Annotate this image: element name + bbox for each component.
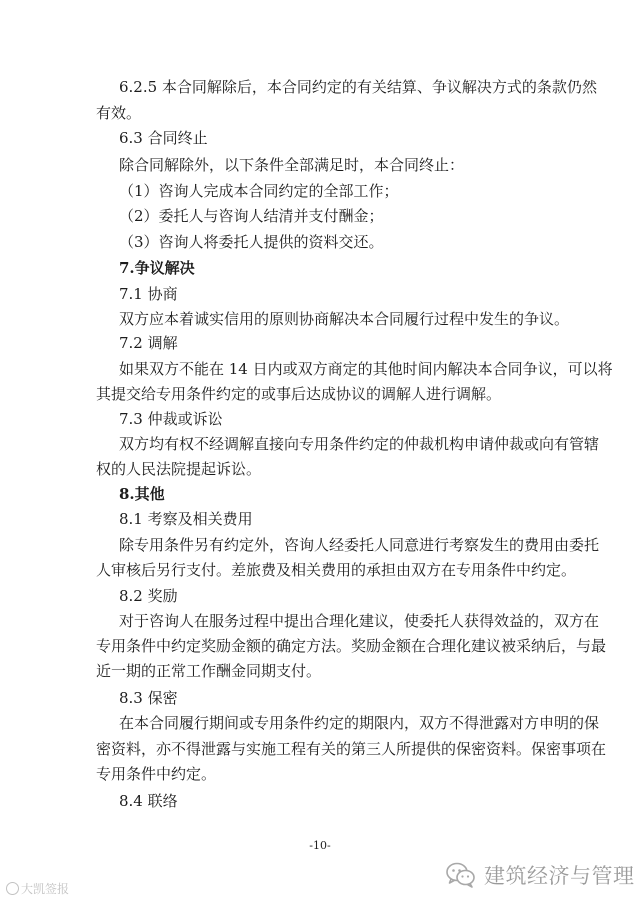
heading-8-2: 8.2 奖励 — [119, 587, 178, 605]
paragraph-7-1: 双方应本着诚实信用的原则协商解决本合同履行过程中发生的争议。 — [119, 310, 570, 328]
wechat-icon — [446, 862, 476, 888]
paragraph-8-1-line-2: 人审核后另行支付。差旅费及相关费用的承担由双方在专用条件中约定。 — [96, 561, 577, 579]
heading-8-4: 8.4 联络 — [119, 792, 178, 810]
brand-name: 建筑经济与管理 — [484, 864, 635, 888]
heading-8-3: 8.3 保密 — [119, 689, 178, 707]
paragraph-8-2-line-3: 近一期的正常工作酬金同期支付。 — [96, 662, 322, 680]
watermark-text: 大凯签报 — [21, 882, 70, 896]
paragraph-7-3-line-2: 权的人民法院提起诉讼。 — [96, 460, 262, 478]
paragraph-7-2-line-2: 其提交给专用条件约定的或事后达成协议的调解人进行调解。 — [96, 385, 502, 403]
heading-8-1: 8.1 考察及相关费用 — [119, 510, 253, 528]
list-item-3: （3）咨询人将委托人提供的资料交还。 — [119, 233, 384, 251]
paragraph-8-3-line-1: 在本合同履行期间或专用条件约定的期限内，双方不得泄露对方申明的保 — [119, 714, 600, 732]
heading-7-1: 7.1 协商 — [119, 285, 178, 303]
watermark-logo-icon — [6, 882, 19, 895]
heading-7-2: 7.2 调解 — [119, 334, 178, 352]
paragraph-7-3-line-1: 双方均有权不经调解直接向专用条件约定的仲裁机构申请仲裁或向有管辖 — [119, 435, 600, 453]
clause-6-2-5-line-1: 6.2.5 本合同解除后，本合同约定的有关结算、争议解决方式的条款仍然 — [119, 78, 597, 96]
brand-watermark — [446, 858, 635, 892]
heading-6-3: 6.3 合同终止 — [119, 129, 208, 147]
section-heading-8: 8.其他 — [119, 485, 165, 503]
list-item-2: （2）委托人与咨询人结清并支付酬金； — [119, 207, 384, 225]
paragraph-8-2-line-1: 对于咨询人在服务过程中提出合理化建议，使委托人获得效益的，双方在 — [119, 612, 600, 630]
clause-6-2-5-line-2: 有效。 — [96, 104, 142, 122]
paragraph-8-3-line-3: 专用条件中约定。 — [96, 765, 217, 783]
paragraph-8-3-line-2: 密资料，亦不得泄露与实施工程有关的第三人所提供的保密资料。保密事项在 — [96, 740, 607, 758]
paragraph-7-2-line-1: 如果双方不能在 14 日内或双方商定的其他时间内解决本合同争议，可以将 — [119, 360, 613, 378]
paragraph-8-1-line-1: 除专用条件另有约定外，咨询人经委托人同意进行考察发生的费用由委托 — [119, 536, 600, 554]
page-number: -10- — [309, 839, 331, 852]
paragraph-6-3-intro: 除合同解除外，以下条件全部满足时，本合同终止： — [119, 156, 465, 174]
paragraph-8-2-line-2: 专用条件中约定奖励金额的确定方法。奖励金额在合理化建议被采纳后，与最 — [96, 637, 607, 655]
list-item-1: （1）咨询人完成本合同约定的全部工作； — [119, 182, 399, 200]
corner-watermark — [6, 880, 69, 897]
heading-7-3: 7.3 仲裁或诉讼 — [119, 410, 223, 428]
section-heading-7: 7.争议解决 — [119, 259, 195, 277]
